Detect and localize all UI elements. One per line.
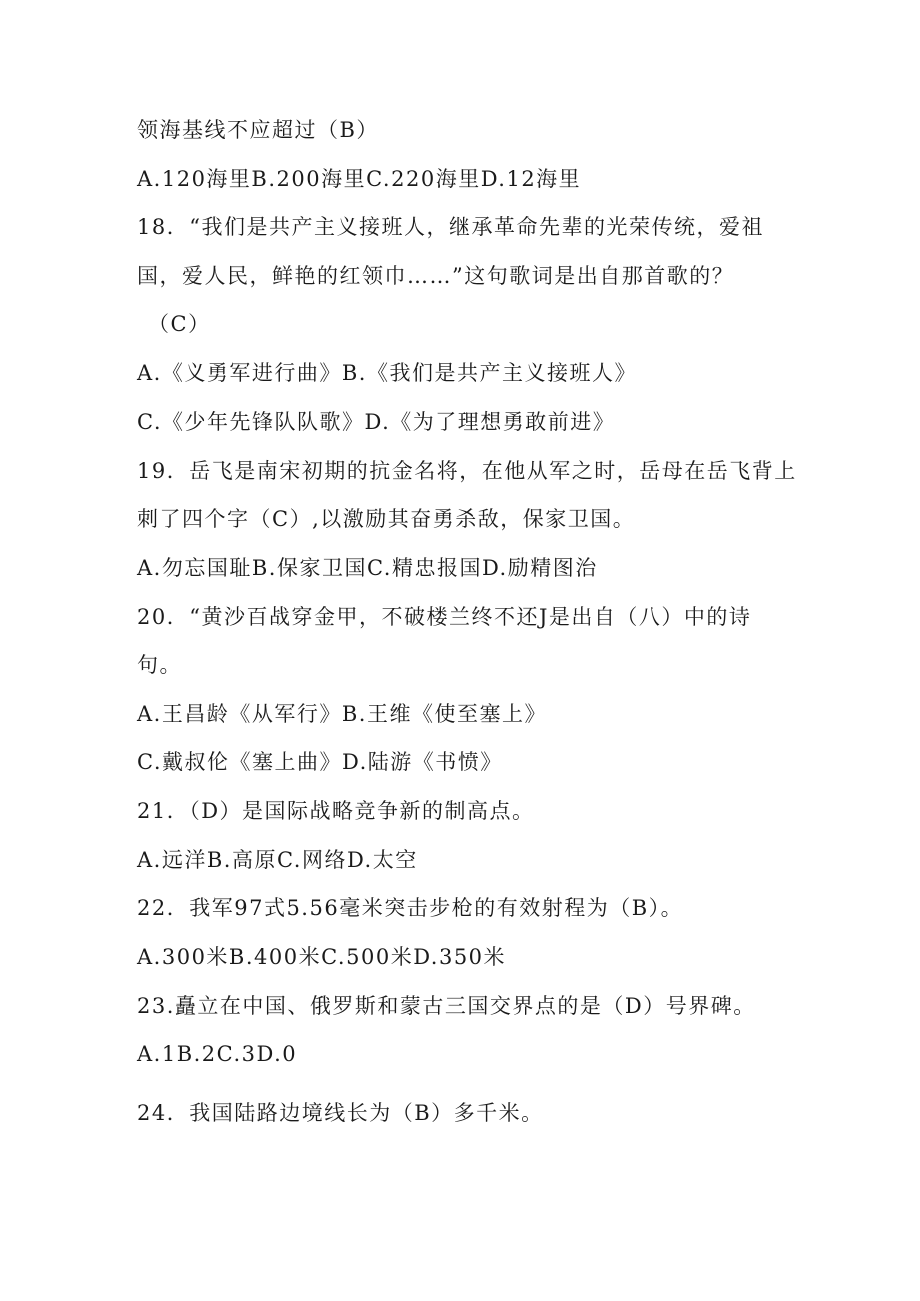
question-22-options: A.300米B.400米C.500米D.350米	[137, 945, 507, 969]
question-20-options-cd: C.戴叔伦《塞上曲》D.陆游《书愤》	[137, 750, 503, 774]
question-22: 22．我军97式5.56毫米突击步枪的有效射程为（B）。	[137, 896, 684, 920]
question-17-continuation: 领海基线不应超过（B）	[137, 118, 379, 142]
question-21-options: A.远洋B.高原C.网络D.太空	[137, 848, 418, 872]
question-20-line-2: 句。	[137, 653, 182, 677]
question-18-line-2: 国，爱人民，鲜艳的红领巾……”这句歌词是出自那首歌的？	[137, 264, 735, 288]
question-19-line-2: 刺了四个字（C）,以激励其奋勇杀敌，保家卫国。	[137, 507, 636, 531]
question-21: 21．（D）是国际战略竞争新的制高点。	[137, 799, 535, 823]
question-24: 24．我国陆路边境线长为（B）多千米。	[137, 1101, 544, 1125]
question-20-line-1: 20．“黄沙百战穿金甲，不破楼兰终不还J是出自（八）中的诗	[137, 605, 752, 629]
question-23: 23.矗立在中国、俄罗斯和蒙古三国交界点的是（D）号界碑。	[137, 994, 756, 1018]
question-18-options-ab: A.《义勇军进行曲》B.《我们是共产主义接班人》	[137, 361, 637, 385]
question-19-options: A.勿忘国耻B.保家卫国C.精忠报国D.励精图治	[137, 556, 598, 580]
question-18-options-cd: C.《少年先锋队队歌》D.《为了理想勇敢前进》	[137, 410, 616, 434]
question-18-line-1: 18．“我们是共产主义接班人，继承革命先辈的光荣传统，爱祖	[137, 215, 764, 239]
question-19-line-1: 19．岳飞是南宋初期的抗金名将，在他从军之时，岳母在岳飞背上	[137, 459, 797, 483]
question-18-answer: （C）	[148, 312, 211, 336]
question-23-options: A.1B.2C.3D.0	[137, 1042, 298, 1066]
question-20-options-ab: A.王昌龄《从军行》B.王维《使至塞上》	[137, 702, 547, 726]
question-17-options: A.120海里B.200海里C.220海里D.12海里	[137, 167, 582, 191]
